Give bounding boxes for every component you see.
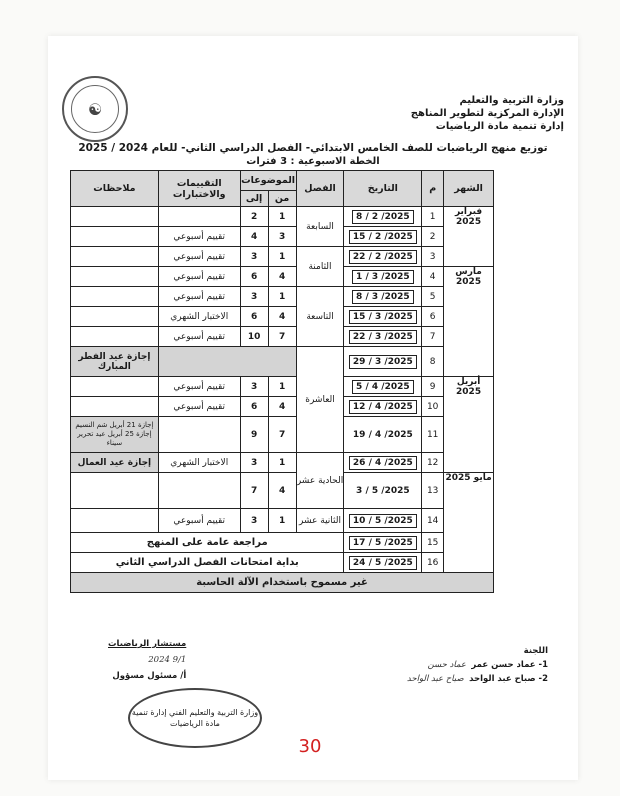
table-row [71,417,494,453]
table-footer-row [71,573,494,593]
topic-from: 1 [268,453,296,473]
topic-to: 6 [240,267,268,287]
topic-to: 7 [240,473,268,509]
committee-block [407,644,548,686]
note-cell [71,377,159,397]
note-cell: إجازة 21 أبريل شم النسيم إجازة 25 أبريل عيد تحرير سيناء [71,417,159,453]
topic-from: 1 [268,287,296,307]
header-to: إلى [240,191,268,207]
advisor-signoff [108,636,186,684]
topic-from: 7 [268,417,296,453]
row-num: 11 [422,417,444,453]
header-month: الشهر [444,171,494,207]
topic-from: 3 [268,227,296,247]
note-cell [71,207,159,227]
table-row [71,207,494,227]
table-row [71,287,494,307]
eagle-emblem-icon: ☯ [71,85,119,133]
header-chapter: الفصل [296,171,344,207]
committee-member: 2- صباح عبد الواحد صباح عبد الواحد [406,674,548,684]
row-num: 4 [422,267,444,287]
row-date [344,347,422,377]
date-box: 2025/ 2 / 8 [352,210,414,224]
official-stamp: وزارة التربية والتعليم الفني إدارة تنمية مادة الرياضيات [128,688,262,748]
table-row [71,377,494,397]
row-num: 3 [422,247,444,267]
date-box: 2025/ 2 / 15 [349,230,417,244]
note-cell [71,509,159,533]
topic-from: 4 [268,267,296,287]
assessment-cell [158,207,240,227]
date-box: 2025/ 5 / 24 [349,556,417,570]
note-cell [71,267,159,287]
topic-to: 3 [240,287,268,307]
assessment-cell: تقييم أسبوعي [158,327,240,347]
row-date: 2025/ 5 / 3 [344,473,422,509]
chapter-cell: الثامنة [296,247,344,287]
note-cell [71,473,159,509]
month-cell: مارس 2025 [444,267,494,377]
advisor-title: مستشار الرياضيات [108,639,187,649]
review-span-cell: مراجعة عامة على المنهج [71,533,344,553]
note-cell [71,327,159,347]
assessment-cell: الاختبار الشهري [158,453,240,473]
date-box: 2025/ 5 / 17 [349,536,417,550]
topic-to: 3 [240,247,268,267]
ministry-name: وزارة التربية والتعليم [459,95,564,106]
topic-to: 4 [240,227,268,247]
row-date [344,307,422,327]
header-from: من [268,191,296,207]
row-date: 2025/ 4 / 19 [344,417,422,453]
note-cell [71,397,159,417]
topic-from: 7 [268,327,296,347]
document-page [48,36,578,780]
table-row [71,397,494,417]
topic-from: 4 [268,473,296,509]
month-cell: أبريل 2025 [444,377,494,473]
schedule-table [70,170,494,593]
date-box: 2025/ 4 / 5 [352,380,414,394]
assessment-cell: تقييم أسبوعي [158,509,240,533]
topic-from: 1 [268,509,296,533]
row-date [344,267,422,287]
row-num: 6 [422,307,444,327]
note-cell: إجازة عيد العمال [71,453,159,473]
date-box: 2025/ 3 / 1 [352,270,414,284]
topic-to: 3 [240,377,268,397]
assessment-cell: تقييم أسبوعي [158,227,240,247]
date-box: 2025/ 3 / 8 [352,290,414,304]
assessment-cell [158,473,240,509]
topic-to: 3 [240,509,268,533]
row-num: 12 [422,453,444,473]
chapter-cell: السابعة [296,207,344,247]
row-num: 16 [422,553,444,573]
row-num: 15 [422,533,444,553]
table-row [71,473,494,509]
document-subtitle: الخطة الاسبوعية : 3 فترات [246,156,380,167]
topic-to: 3 [240,453,268,473]
date-box: 2025/ 4 / 12 [349,400,417,414]
date-box: 2025/ 5 / 10 [349,514,417,528]
topic-from: 1 [268,207,296,227]
note-cell: إجازة عيد الفطر المبارك [71,347,159,377]
advisor-signature: 9/1 2024 [148,655,187,665]
committee-member: 1- عماد حسن عمر عماد حسن [427,660,548,670]
header-assessments: التقييمات والاختبارات [158,171,240,207]
table-row [71,553,494,573]
assessment-cell: تقييم أسبوعي [158,397,240,417]
topic-from: 4 [268,307,296,327]
chapter-cell: الحادية عشر [296,453,344,509]
row-date [344,533,422,553]
note-cell [71,247,159,267]
calculator-notice: غير مسموح باستخدام الآلة الحاسبة [71,573,494,593]
letterhead [411,94,564,133]
table-row [71,267,494,287]
assessment-cell: تقييم أسبوعي [158,377,240,397]
month-cell: مايو 2025 [444,473,494,573]
row-date [344,287,422,307]
row-date [344,509,422,533]
header-notes: ملاحظات [71,171,159,207]
month-cell: فبراير 2025 [444,207,494,267]
row-date [344,227,422,247]
holiday-shaded-cell [158,347,296,377]
date-box: 2025/ 3 / 15 [349,310,417,324]
document-title: توزيع منهج الرياضيات للصف الخامس الابتدائي- الفصل الدراسي الثاني- للعام 2024 / 2025 [78,142,548,154]
chapter-cell: التاسعة [296,287,344,347]
table-row [71,247,494,267]
header-num: م [422,171,444,207]
row-num: 14 [422,509,444,533]
row-num: 2 [422,227,444,247]
topic-to: 10 [240,327,268,347]
topic-to: 6 [240,307,268,327]
committee-label: اللجنة [523,646,548,656]
page-number: 30 [298,736,322,757]
topic-from: 1 [268,247,296,267]
date-box: 2025/ 3 / 29 [349,355,417,369]
row-date [344,327,422,347]
department-name: الإدارة المركزية لتطوير المناهج [410,108,564,119]
row-date [344,397,422,417]
table-row [71,509,494,533]
table-row [71,453,494,473]
assessment-cell: الاختبار الشهري [158,307,240,327]
signature-scribble: صباح عبد الواحد [406,674,464,684]
assessment-cell: تقييم أسبوعي [158,287,240,307]
date-box: 2025/ 3 / 22 [349,330,417,344]
advisor-role: أ/ مسئول مسؤول [112,671,187,681]
note-cell [71,227,159,247]
row-num: 7 [422,327,444,347]
note-cell [71,307,159,327]
topic-to: 6 [240,397,268,417]
ministry-seal-logo [62,76,128,142]
signature-scribble: عماد حسن [427,660,466,670]
row-date [344,207,422,227]
date-box: 2025/ 2 / 22 [349,250,417,264]
table-row [71,227,494,247]
table-row [71,347,494,377]
chapter-cell: العاشرة [296,347,344,453]
date-box: 2025/ 4 / 26 [349,456,417,470]
row-date [344,553,422,573]
row-num: 1 [422,207,444,227]
note-cell [71,287,159,307]
table-row [71,327,494,347]
topic-to: 2 [240,207,268,227]
row-num: 8 [422,347,444,377]
topic-from: 1 [268,377,296,397]
topic-from: 4 [268,397,296,417]
header-topics: الموضوعات [240,171,296,191]
chapter-cell: الثانية عشر [296,509,344,533]
assessment-cell: تقييم أسبوعي [158,247,240,267]
assessment-cell: تقييم أسبوعي [158,267,240,287]
exams-span-cell: بداية امتحانات الفصل الدراسي الثاني [71,553,344,573]
table-row [71,533,494,553]
table-row [71,307,494,327]
row-num: 5 [422,287,444,307]
topic-to: 9 [240,417,268,453]
row-num: 13 [422,473,444,509]
row-date [344,247,422,267]
section-name: إدارة تنمية مادة الرياضيات [435,121,564,132]
assessment-cell [158,417,240,453]
row-num: 9 [422,377,444,397]
row-date [344,453,422,473]
row-num: 10 [422,397,444,417]
row-date [344,377,422,397]
header-date: التاريخ [344,171,422,207]
